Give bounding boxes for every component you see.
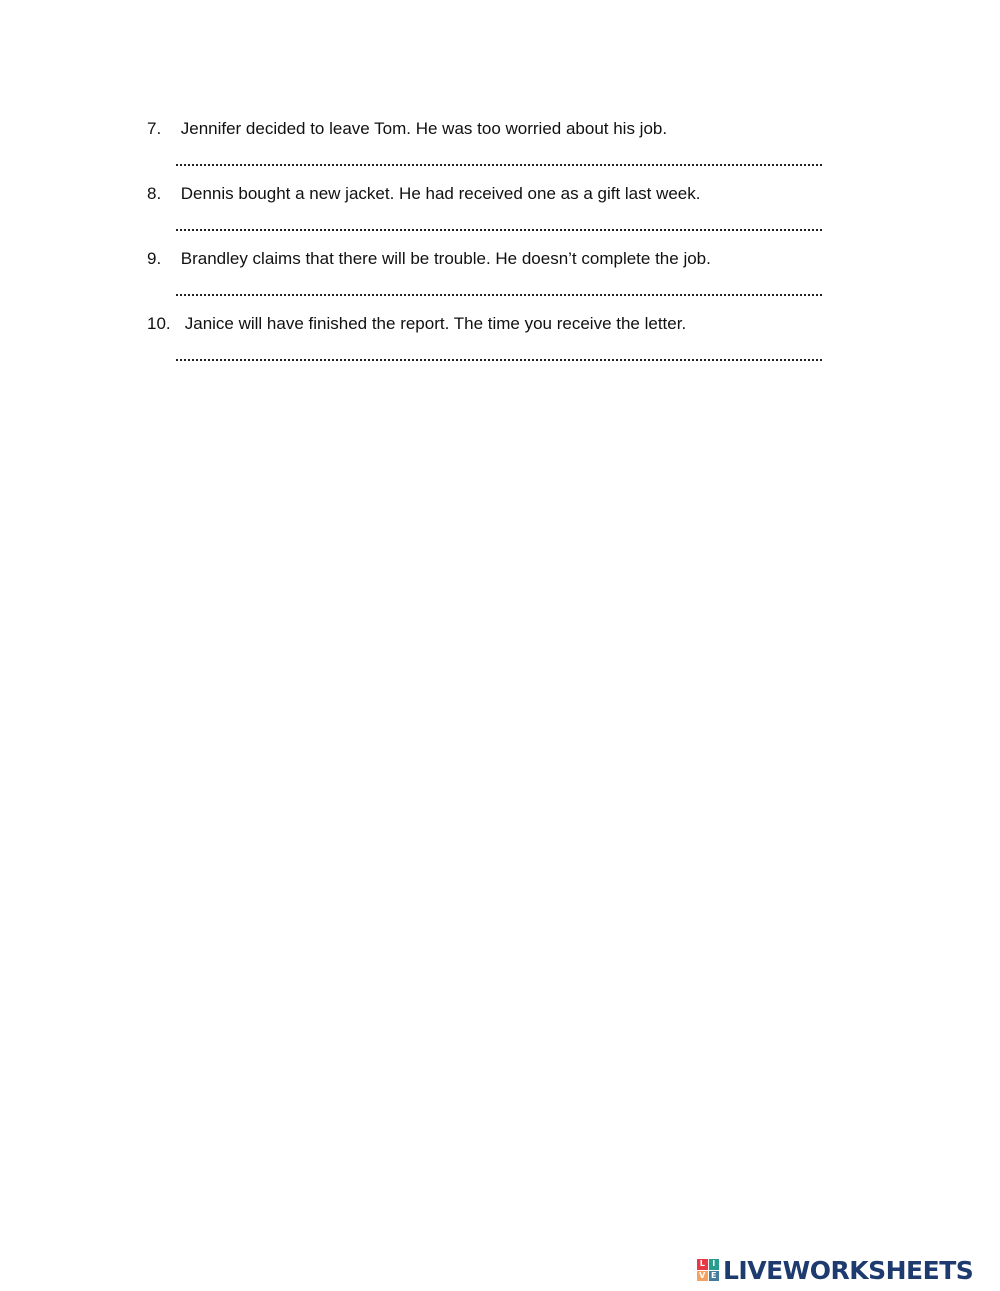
- question-text: Jennifer decided to leave Tom. He was too worried about his job.: [180, 119, 668, 138]
- question-text: Dennis bought a new jacket. He had received one as a gift last week.: [180, 184, 701, 203]
- logo-text: LIVEWORKSHEETS: [723, 1255, 974, 1285]
- question-text: Brandley claims that there will be trouble. He doesn’t complete the job.: [180, 249, 711, 268]
- logo-blocks-icon: [697, 1259, 719, 1281]
- question-10: [147, 313, 827, 335]
- logo-letter: I: [709, 1259, 720, 1270]
- logo-letter: E: [709, 1271, 720, 1282]
- logo-letter: L: [697, 1259, 708, 1270]
- question-9: [147, 248, 827, 270]
- question-7: [147, 118, 827, 140]
- question-number: 10.: [147, 314, 171, 333]
- answer-field-10[interactable]: [176, 359, 822, 361]
- question-number: 8.: [147, 184, 162, 203]
- question-number: 7.: [147, 119, 162, 138]
- logo-letter: V: [697, 1271, 708, 1282]
- answer-field-9[interactable]: [176, 294, 822, 296]
- question-8: [147, 183, 827, 205]
- liveworksheets-logo: [697, 1257, 973, 1283]
- answer-field-8[interactable]: [176, 229, 822, 231]
- question-text: Janice will have finished the report. The time you receive the letter.: [184, 314, 687, 333]
- answer-field-7[interactable]: [176, 164, 822, 166]
- question-number: 9.: [147, 249, 162, 268]
